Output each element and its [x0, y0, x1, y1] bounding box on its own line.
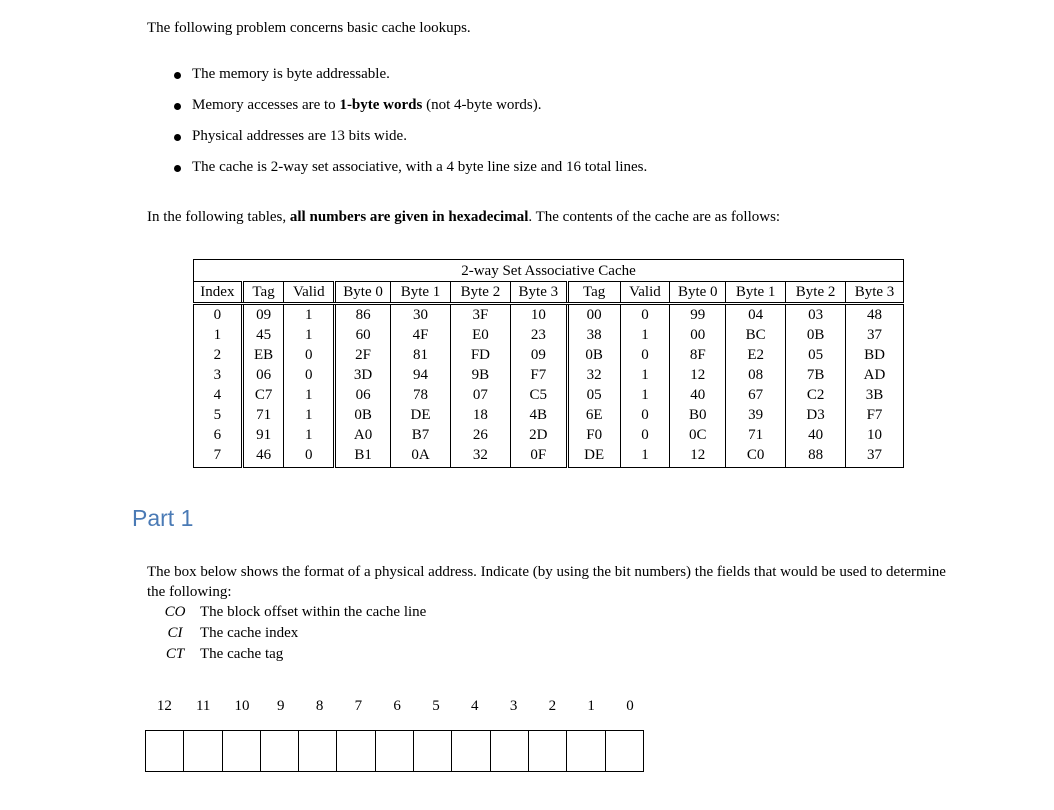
bit-box[interactable] [414, 731, 452, 771]
bit-box[interactable] [261, 731, 299, 771]
table-cell: 71 [242, 405, 284, 425]
table-cell: 45 [242, 325, 284, 345]
definition-row [150, 644, 426, 665]
bit-box[interactable] [223, 731, 261, 771]
table-cell: 03 [786, 304, 846, 326]
bullet-dot-icon [174, 134, 181, 141]
column-header: Byte 1 [391, 282, 451, 304]
table-cell: 8F [670, 345, 726, 365]
table-cell: 05 [786, 345, 846, 365]
bit-number: 8 [315, 698, 324, 714]
table-cell: 10 [510, 304, 567, 326]
bit-number: 11 [195, 698, 211, 714]
table-cell: 99 [670, 304, 726, 326]
table-cell: E2 [726, 345, 786, 365]
table-cell: 12 [670, 445, 726, 468]
table-cell: 1 [284, 304, 335, 326]
table-row [194, 325, 904, 345]
table-cell: 0B [786, 325, 846, 345]
bit-number: 10 [234, 698, 250, 714]
bullet-item: Physical addresses are 13 bits wide. [168, 128, 647, 159]
definition-abbr: CT [165, 646, 185, 662]
definitions-list [150, 602, 426, 665]
table-cell: 37 [846, 445, 904, 468]
bit-box[interactable] [146, 731, 184, 771]
table-cell: EB [242, 345, 284, 365]
table-cell: 40 [670, 385, 726, 405]
table-cell: 1 [620, 385, 670, 405]
bit-box[interactable] [184, 731, 222, 771]
table-cell: 4B [510, 405, 567, 425]
table-cell: 0 [194, 304, 243, 326]
column-header: Byte 0 [670, 282, 726, 304]
table-cell: 0F [510, 445, 567, 468]
table-cell: 1 [284, 425, 335, 445]
table-cell: 06 [335, 385, 391, 405]
table-cell: 0A [391, 445, 451, 468]
table-row [194, 445, 904, 468]
table-cell: 39 [726, 405, 786, 425]
part-title: Part 1 [132, 505, 194, 531]
definition-row [150, 602, 426, 623]
table-cell: F0 [567, 425, 620, 445]
table-cell: 7B [786, 365, 846, 385]
table-cell: 3 [194, 365, 243, 385]
table-cell: 3F [450, 304, 510, 326]
table-row [194, 304, 904, 326]
cache-table-header [194, 282, 904, 304]
table-cell: 86 [335, 304, 391, 326]
table-cell: 67 [726, 385, 786, 405]
requirements-list [168, 66, 647, 190]
cache-table-title: 2-way Set Associative Cache [194, 260, 904, 282]
table-cell: 1 [284, 405, 335, 425]
table-cell: 7 [194, 445, 243, 468]
table-cell: 0C [670, 425, 726, 445]
table-cell: 04 [726, 304, 786, 326]
bullet-item: The cache is 2-way set associative, with a 4 byte line size and 16 total lines. [168, 159, 647, 190]
table-row [194, 425, 904, 445]
table-cell: FD [450, 345, 510, 365]
table-cell: 60 [335, 325, 391, 345]
table-cell: F7 [846, 405, 904, 425]
column-header: Byte 1 [726, 282, 786, 304]
bit-number: 3 [509, 698, 518, 714]
table-cell: 1 [284, 325, 335, 345]
table-cell: 09 [242, 304, 284, 326]
table-cell: DE [567, 445, 620, 468]
bit-number: 6 [393, 698, 401, 714]
bit-box[interactable] [567, 731, 605, 771]
table-cell: 6 [194, 425, 243, 445]
table-cell: 37 [846, 325, 904, 345]
table-row [194, 385, 904, 405]
table-cell: C0 [726, 445, 786, 468]
table-cell: 5 [194, 405, 243, 425]
table-cell: 48 [846, 304, 904, 326]
table-cell: 23 [510, 325, 567, 345]
bit-box[interactable] [337, 731, 375, 771]
bit-number: 1 [587, 698, 595, 714]
table-cell: 3B [846, 385, 904, 405]
bullet-dot-icon [174, 103, 181, 110]
definition-row [150, 623, 426, 644]
bit-number: 12 [156, 698, 172, 714]
table-cell: 05 [567, 385, 620, 405]
column-header: Byte 2 [450, 282, 510, 304]
table-cell: C5 [510, 385, 567, 405]
table-cell: 71 [726, 425, 786, 445]
table-cell: 26 [450, 425, 510, 445]
table-row [194, 345, 904, 365]
table-cell: 0 [284, 345, 335, 365]
table-cell: 32 [567, 365, 620, 385]
table-cell: 2 [194, 345, 243, 365]
table-cell: B1 [335, 445, 391, 468]
table-row [194, 405, 904, 425]
definition-abbr: CO [164, 604, 186, 620]
definition-desc: The cache tag [200, 646, 284, 662]
table-cell: 09 [510, 345, 567, 365]
table-cell: C2 [786, 385, 846, 405]
table-cell: 9B [450, 365, 510, 385]
table-cell: DE [391, 405, 451, 425]
table-cell: B0 [670, 405, 726, 425]
table-cell: 32 [450, 445, 510, 468]
bullet-item: The memory is byte addressable. [168, 66, 647, 97]
bit-box[interactable] [452, 731, 490, 771]
table-cell: E0 [450, 325, 510, 345]
column-header: Byte 3 [846, 282, 904, 304]
bit-box[interactable] [376, 731, 414, 771]
bit-number: 9 [277, 698, 285, 714]
bullet-dot-icon [174, 72, 181, 79]
table-cell: 0 [620, 405, 670, 425]
table-cell: 81 [391, 345, 451, 365]
table-cell: 0 [284, 445, 335, 468]
column-header: Byte 2 [786, 282, 846, 304]
table-cell: B7 [391, 425, 451, 445]
table-cell: 07 [450, 385, 510, 405]
bit-box[interactable] [491, 731, 529, 771]
table-cell: 4 [194, 385, 243, 405]
table-cell: 1 [620, 325, 670, 345]
format-text: The box below shows the format of a physical address. Indicate (by using the bit numbers) the fields that would be used to determine the following: [147, 564, 946, 600]
table-cell: 2D [510, 425, 567, 445]
table-cell: D3 [786, 405, 846, 425]
bullet-dot-icon [174, 165, 181, 172]
table-cell: 40 [786, 425, 846, 445]
cache-table-body [194, 304, 904, 468]
table-cell: 4F [391, 325, 451, 345]
table-cell: 0B [567, 345, 620, 365]
table-cell: 08 [726, 365, 786, 385]
table-cell: 88 [786, 445, 846, 468]
bit-box[interactable] [606, 731, 643, 771]
bit-box[interactable] [529, 731, 567, 771]
table-cell: BD [846, 345, 904, 365]
table-cell: 00 [567, 304, 620, 326]
table-cell: 94 [391, 365, 451, 385]
table-cell: 10 [846, 425, 904, 445]
table-cell: 1 [620, 365, 670, 385]
bit-number-row [145, 698, 649, 715]
bullet-item: Memory accesses are to 1-byte words (not 4-byte words). [168, 97, 647, 128]
table-cell: 18 [450, 405, 510, 425]
table-cell: 00 [670, 325, 726, 345]
table-cell: 12 [670, 365, 726, 385]
table-cell: 0 [620, 345, 670, 365]
table-cell: BC [726, 325, 786, 345]
column-header: Valid [284, 282, 335, 304]
bit-number: 7 [354, 698, 363, 714]
definition-abbr: CI [167, 625, 183, 641]
table-cell: 0 [284, 365, 335, 385]
table-cell: F7 [510, 365, 567, 385]
table-cell: 2F [335, 345, 391, 365]
table-cell: 78 [391, 385, 451, 405]
table-row [194, 365, 904, 385]
table-cell: 1 [194, 325, 243, 345]
table-cell: C7 [242, 385, 284, 405]
bit-number: 2 [548, 698, 557, 714]
bit-box[interactable] [299, 731, 337, 771]
table-cell: 30 [391, 304, 451, 326]
table-cell: 0B [335, 405, 391, 425]
address-bit-boxes [145, 730, 644, 772]
table-cell: 38 [567, 325, 620, 345]
column-header: Tag [242, 282, 284, 304]
table-cell: 0 [620, 425, 670, 445]
column-header: Valid [620, 282, 670, 304]
table-cell: 46 [242, 445, 284, 468]
column-header: Tag [567, 282, 620, 304]
definition-desc: The cache index [200, 625, 299, 641]
table-cell: 6E [567, 405, 620, 425]
tables-note: In the following tables, all numbers are given in hexadecimal. The contents of the cache are as follows: [147, 209, 781, 225]
table-cell: AD [846, 365, 904, 385]
table-cell: A0 [335, 425, 391, 445]
table-cell: 3D [335, 365, 391, 385]
table-cell: 1 [284, 385, 335, 405]
intro-text: The following problem concerns basic cache lookups. [147, 20, 471, 36]
bit-number: 4 [471, 698, 479, 714]
bit-number: 0 [626, 698, 634, 714]
bit-number: 5 [432, 698, 440, 714]
table-cell: 1 [620, 445, 670, 468]
column-header: Byte 0 [335, 282, 391, 304]
column-header: Index [194, 282, 243, 304]
definition-desc: The block offset within the cache line [200, 604, 427, 620]
table-cell: 0 [620, 304, 670, 326]
table-cell: 91 [242, 425, 284, 445]
cache-table [193, 259, 904, 468]
table-cell: 06 [242, 365, 284, 385]
column-header: Byte 3 [510, 282, 567, 304]
